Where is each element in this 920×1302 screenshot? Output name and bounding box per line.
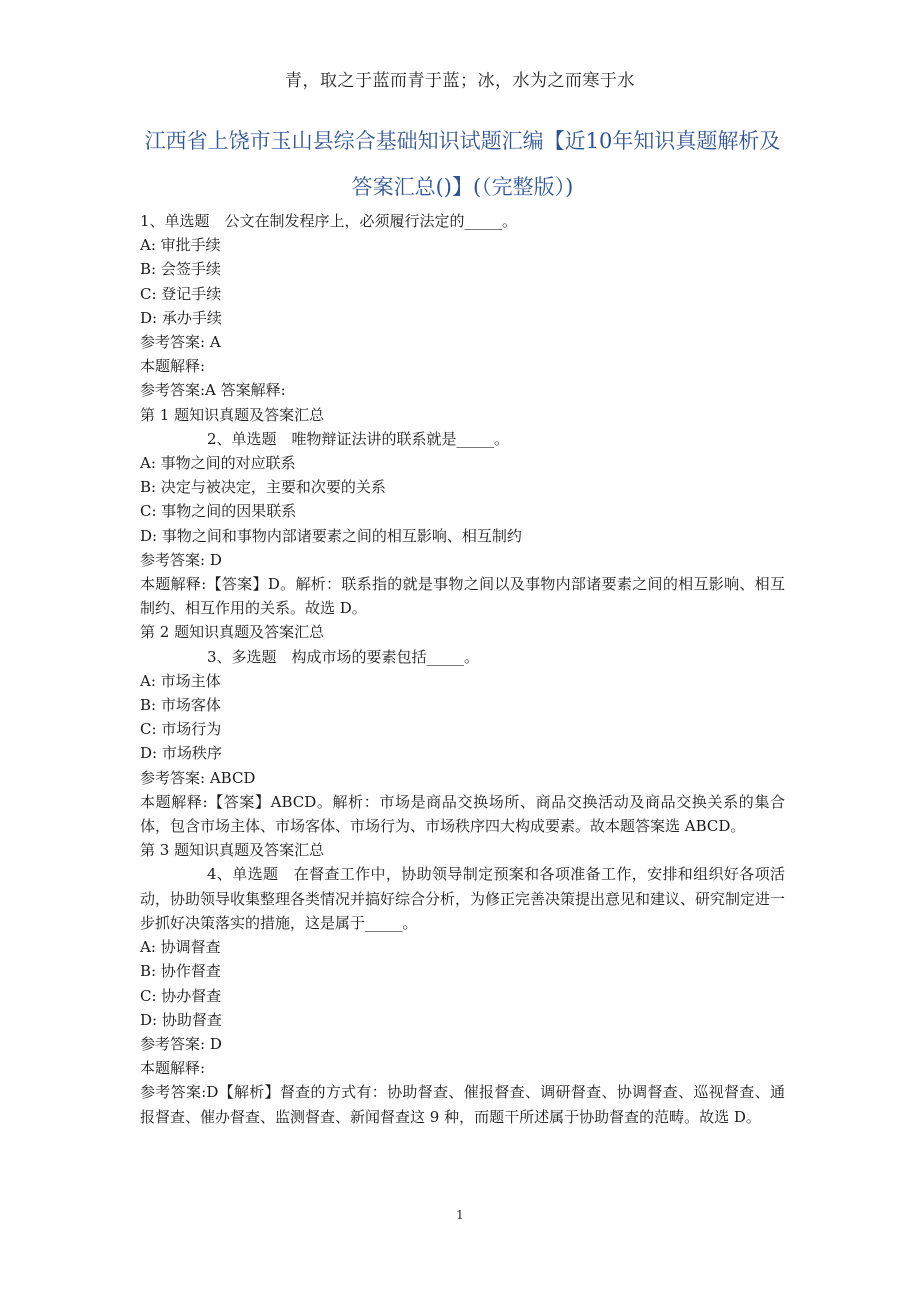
answer: 参考答案: A (140, 333, 221, 352)
question-2 (140, 427, 785, 645)
answer: 参考答案: D (140, 1034, 222, 1053)
option-a: A: 协调督查 (140, 938, 221, 957)
answer: 参考答案: ABCD (140, 768, 256, 787)
option-a: A: 审批手续 (140, 236, 221, 255)
option-b: B: 市场客体 (140, 696, 221, 715)
explanation: 本题解释:【答案】D。解析：联系指的就是事物之间以及事物内部诸要素之间的相互影响、相互制约、相互作用的关系。故选 D。 (140, 575, 785, 618)
question-1 (140, 209, 785, 427)
question-stem: 3、多选题 构成市场的要素包括_____。 (207, 647, 480, 666)
option-b: B: 会签手续 (140, 260, 221, 279)
explanation: 参考答案:D【解析】督查的方式有：协助督查、催报督查、调研督查、协调督查、巡视督查、通报督查、催办督查、监测督查、新闻督查这 9 种，而题干所述属于协助督查的范畴。故选 D。 (140, 1083, 785, 1126)
question-3 (140, 645, 785, 863)
document-body (140, 209, 785, 1129)
option-d: D: 事物之间和事物内部诸要素之间的相互影响、相互制约 (140, 526, 522, 545)
document-title: 江西省上饶市玉山县综合基础知识试题汇编【近10年知识真题解析及答案汇总()】(（完整版）) (144, 129, 781, 199)
option-a: A: 市场主体 (140, 671, 221, 690)
answer: 参考答案: D (140, 550, 222, 569)
option-b: B: 协作督查 (140, 962, 221, 981)
option-a: A: 事物之间的对应联系 (140, 454, 296, 473)
option-c: C: 登记手续 (140, 284, 222, 303)
explain-label: 本题解释: (140, 357, 206, 376)
explain-label: 本题解释: (140, 1059, 206, 1078)
option-d: D: 承办手续 (140, 308, 222, 327)
option-c: C: 事物之间的因果联系 (140, 502, 297, 521)
question-4 (140, 862, 785, 1128)
question-stem: 4、单选题 在督查工作中，协助领导制定预案和各项准备工作，安排和组织好各项活动，协助领导收集整理各类情况并搞好综合分析，为修正完善决策提出意见和建议、研究制定进一步抓好决策落实的措施，这是属于_____。 (140, 865, 786, 932)
summary-line: 第 3 题知识真题及答案汇总 (140, 841, 325, 860)
summary-line: 第 2 题知识真题及答案汇总 (140, 623, 325, 642)
option-c: C: 市场行为 (140, 720, 222, 739)
explanation: 本题解释:【答案】ABCD。解析：市场是商品交换场所、商品交换活动及商品交换关系的集合体，包含市场主体、市场客体、市场行为、市场秩序四大构成要素。故本题答案选 ABCD。 (140, 792, 785, 836)
option-c: C: 协办督查 (140, 986, 222, 1005)
option-d: D: 市场秩序 (140, 744, 222, 763)
page-number: 1 (456, 1208, 464, 1222)
question-stem: 2、单选题 唯物辩证法讲的联系就是_____。 (207, 429, 510, 448)
question-stem: 1、单选题 公文在制发程序上，必须履行法定的_____。 (140, 212, 518, 230)
option-d: D: 协助督查 (140, 1010, 222, 1029)
header-motto: 青，取之于蓝而青于蓝；冰，水为之而寒于水 (285, 71, 635, 91)
explanation: 参考答案:A 答案解释: (140, 381, 286, 400)
option-b: B: 决定与被决定，主要和次要的关系 (140, 478, 386, 497)
summary-line: 第 1 题知识真题及答案汇总 (140, 405, 325, 424)
